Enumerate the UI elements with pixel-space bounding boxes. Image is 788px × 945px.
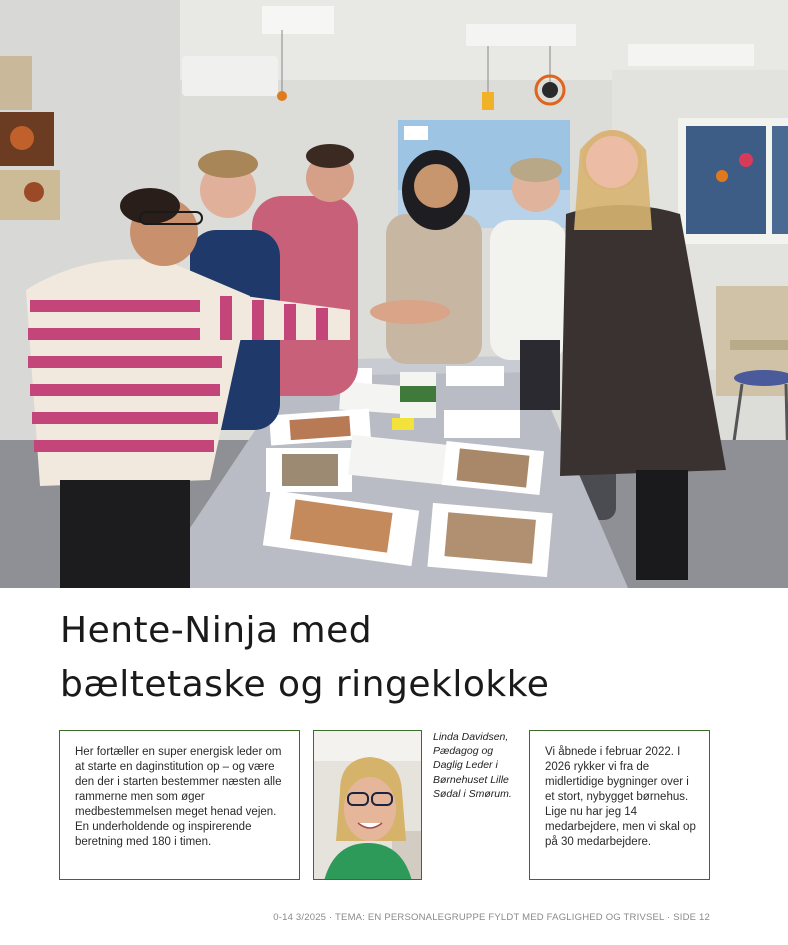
page-footer: 0-14 3/2025 · TEMA: EN PERSONALEGRUPPE FYLDT MED FAGLIGHED OG TRIVSEL · SIDE 12	[273, 912, 710, 923]
headline-line-2: bæltetaske og ringeklokke	[60, 664, 550, 705]
portrait-caption: Linda Davidsen, Pædagog og Daglig Leder i Børnehuset Lille Sødal i Smørum.	[433, 731, 512, 800]
article-headline	[60, 604, 740, 712]
intro-text: Her fortæller en super energisk leder om at starte en daginstitution op – og være den der i starten bestemmer næsten alle rammerne men som øger medbestemmelsen meget henad vejen. En underholdende og inspirerende beretning med 180 i timen.	[75, 746, 282, 848]
fact-text: Vi åbnede i februar 2022. I 2026 rykker vi fra de midlertidige bygninger over i et stort, nybygget børnehus. Lige nu har jeg 14 medarbejdere, men vi skal op på 30 medarbejdere.	[545, 746, 696, 848]
portrait-photo	[313, 730, 422, 880]
headline-line-1: Hente-Ninja med	[60, 610, 373, 651]
intro-box	[59, 730, 300, 880]
fact-box	[529, 730, 710, 880]
